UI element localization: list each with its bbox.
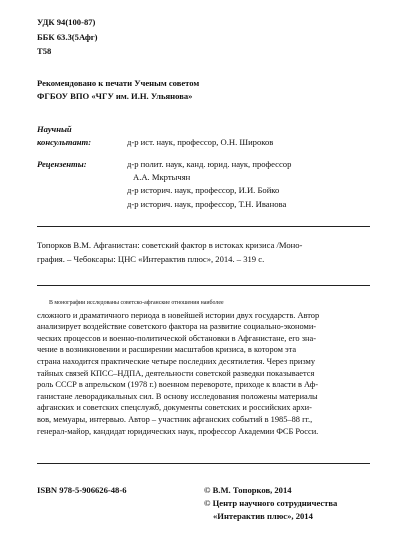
copyright-publisher-name: «Интерактив плюс», 2014 [213, 511, 313, 521]
annotation [37, 298, 370, 437]
annotation-line: афганских и советских спецслужб, документы советских и российских архи- [37, 403, 312, 413]
copyright-author: © В.М. Топорков, 2014 [204, 485, 292, 495]
reviewer-line-1: д-р полит. наук, канд. юрид. наук, профессор [127, 159, 292, 169]
author-sign: Т58 [37, 46, 52, 56]
annotation-line: роль СССР в апрельском (1978 г.) военном перевороте, приходе к власти в Аф- [37, 380, 318, 390]
annotation-line: вов, мемуары, интервью. Автор – участник афганских событий в 1985–88 гг., [37, 414, 313, 424]
annotation-line: ганистане леворадикальных сил. В основу исследования положены материалы [37, 391, 318, 401]
recommendation-line-1: Рекомендовано к печати Ученым советом [37, 78, 200, 88]
annotation-line: ческих процессов и военно-политической обстановки в Афганистане, его зна- [37, 333, 317, 343]
consultant-label-1: Научный [37, 124, 72, 134]
recommendation-line-2: ФГБОУ ВПО «ЧГУ им. И.Н. Ульянова» [37, 91, 193, 101]
consultant-label-2: консультант: [37, 137, 92, 147]
annotation-line: страна находится практические четыре последних десятилетия. Через призму [37, 356, 316, 366]
annotation-line: тайных связей КПСС–НДПА, деятельности советской разведки показывается [37, 368, 315, 378]
bbk-code: ББК 63.3(5Афг) [37, 32, 98, 42]
citation-line-1 [37, 240, 370, 251]
annotation-line: генерал-майор, кандидат юридических наук, профессор Академии ФСБ Росси. [37, 426, 319, 436]
citation-text-1: Топорков В.М. Афганистан: советский фактор в истоках кризиса /Моно- [37, 240, 303, 250]
citation-line-2 [37, 254, 370, 265]
divider-top [37, 226, 370, 227]
reviewer-line-2: А.А. Мкртычян [133, 172, 191, 182]
annotation-line: анализирует воздействие советского фактора на развитие социально-экономи- [37, 322, 317, 332]
divider-middle [37, 285, 370, 286]
reviewer-line-3: д-р историч. наук, профессор, И.И. Бойко [127, 185, 280, 195]
reviewer-line-4: д-р историч. наук, профессор, Т.Н. Иванова [127, 199, 287, 209]
udk-code: УДК 94(100-87) [37, 17, 96, 27]
isbn: ISBN 978-5-906626-48-6 [37, 485, 127, 495]
divider-bottom [37, 463, 370, 464]
citation-text-2: графия. – Чебоксары: ЦНС «Интерактив плюс», 2014. – 319 с. [37, 254, 265, 264]
annotation-line: В монографии исследованы советско-афганские отношения наиболее [49, 300, 224, 306]
annotation-line: сложного и драматичного периода в новейшей истории двух государств. Автор [37, 310, 320, 320]
annotation-line: чение в возникновении и расширении масштабов кризиса, в котором эта [37, 345, 297, 355]
reviewers-label: Рецензенты: [37, 159, 87, 169]
consultant-value: д-р ист. наук, профессор, О.Н. Широков [127, 137, 274, 147]
copyright-publisher: © Центр научного сотрудничества [204, 498, 338, 508]
